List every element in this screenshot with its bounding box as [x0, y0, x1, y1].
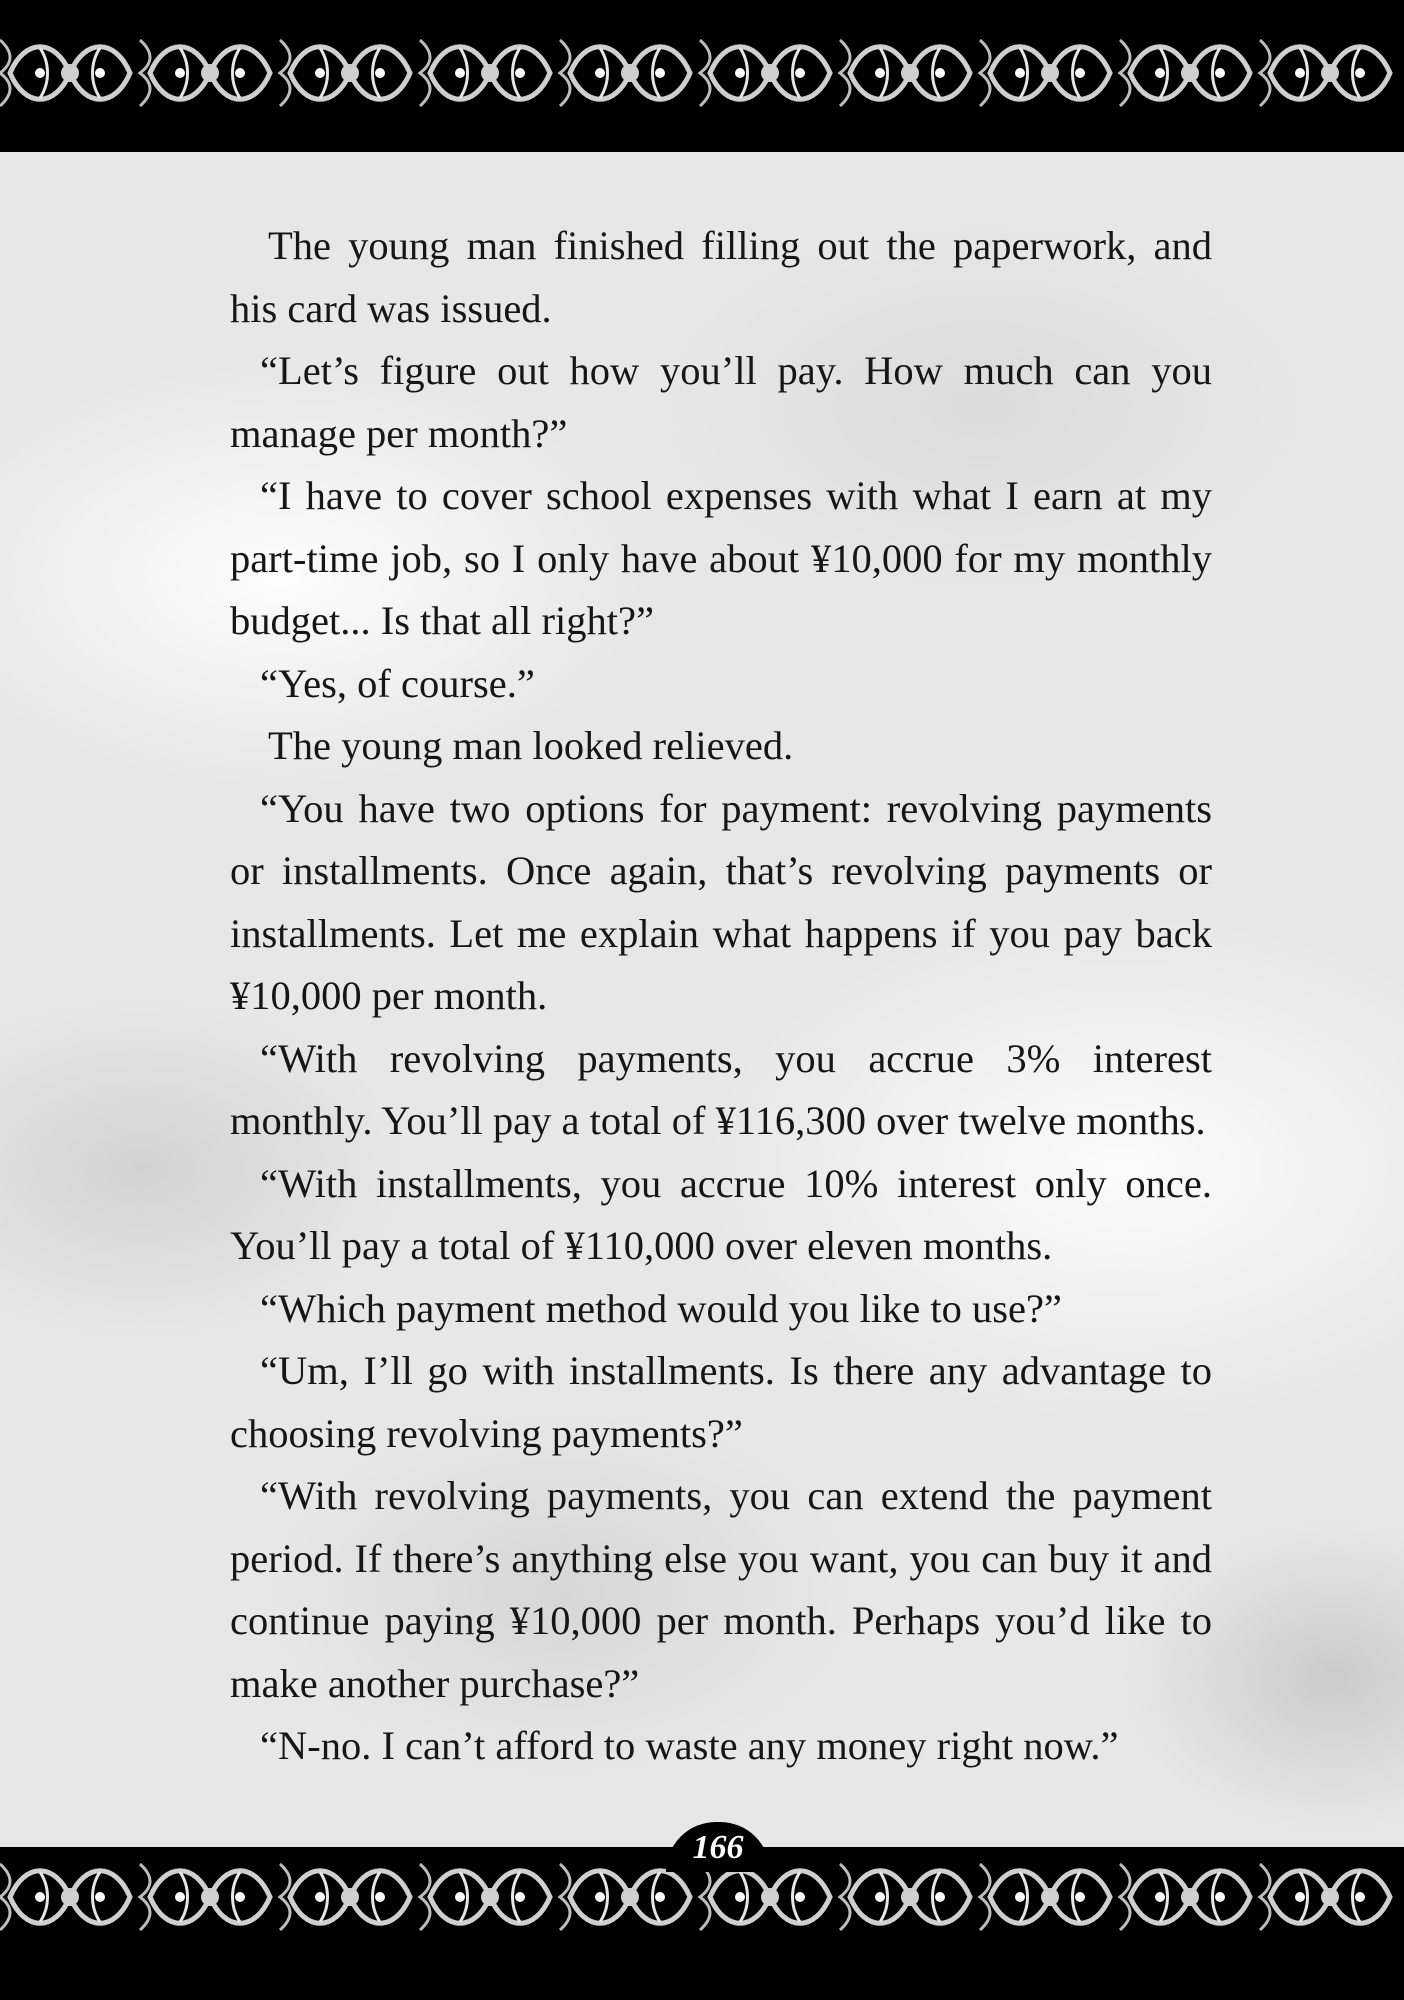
paragraph: “You have two options for payment: revolving payments or installments. Once again, that’s revolving payments or installments. Let me explain what happens if you pay back ¥10,000 per month.: [230, 785, 1212, 1018]
paragraph: The young man finished filling out the paperwork, and his card was issued.: [230, 223, 1212, 331]
paragraph: “Which payment method would you like to use?”: [260, 1285, 1062, 1331]
paragraph: “Let’s figure out how you’ll pay. How much can you manage per month?”: [230, 348, 1212, 456]
paragraph: “With installments, you accrue 10% interest only once. You’ll pay a total of ¥110,000 over eleven months.: [230, 1160, 1212, 1268]
body-text: [230, 215, 1212, 1778]
paragraph: “I have to cover school expenses with what I earn at my part-time job, so I only have about ¥10,000 for my monthly budget... Is that all right?”: [230, 473, 1212, 643]
paragraph: “With revolving payments, you accrue 3% interest monthly. You’ll pay a total of ¥116,300 over twelve months.: [230, 1035, 1212, 1143]
paragraph: “Um, I’ll go with installments. Is there any advantage to choosing revolving payments?”: [230, 1348, 1212, 1456]
paragraph: “With revolving payments, you can extend the payment period. If there’s anything else you want, you can buy it and continue paying ¥10,000 per month. Perhaps you’d like to make another purchase?”: [230, 1473, 1212, 1706]
page-number: 166: [692, 1829, 744, 1866]
top-ornamental-border-icon: [0, 28, 1404, 118]
paragraph: “Yes, of course.”: [260, 660, 535, 706]
paragraph: “N-no. I can’t afford to waste any money right now.”: [260, 1723, 1119, 1768]
paragraph: The young man looked relieved.: [268, 723, 794, 768]
filigree-pattern-top: [0, 28, 1404, 118]
